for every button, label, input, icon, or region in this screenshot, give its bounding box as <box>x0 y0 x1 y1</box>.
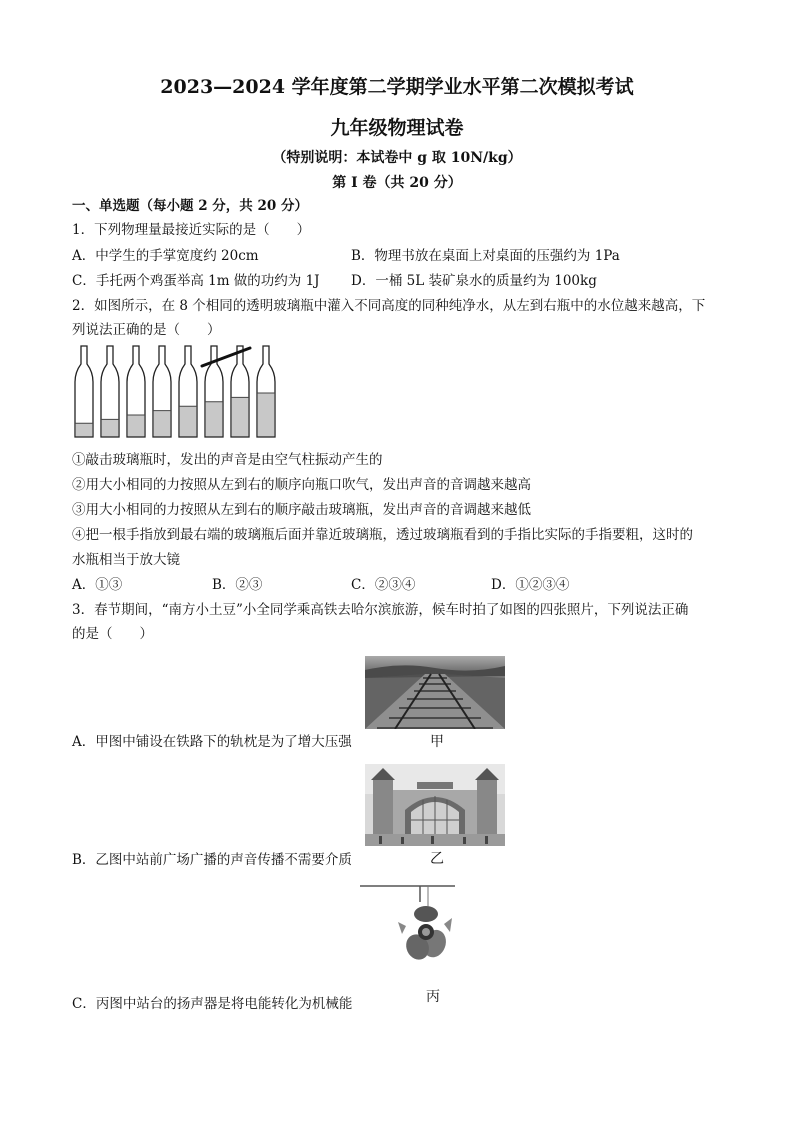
bottle-water <box>154 411 170 437</box>
station-building-photo <box>365 764 505 846</box>
q2-stem-line2: 列说法正确的是（ ） <box>72 322 221 338</box>
photo-caption-bing: 丙 <box>426 989 440 1005</box>
glass-bottle <box>179 346 197 437</box>
special-note: （特别说明：本试卷中 g 取 10N/kg） <box>272 150 522 166</box>
photo-caption-jia: 甲 <box>430 734 444 750</box>
q1-option-a: A．中学生的手掌宽度约 20cm <box>72 248 259 264</box>
q2-stem-line1: 2．如图所示，在 8 个相同的透明玻璃瓶中灌入不同高度的同种纯净水，从左到右瓶中的水位越来越高，下 <box>72 298 706 314</box>
bottle-water <box>102 419 118 437</box>
q2-statement-1: ①敲击玻璃瓶时，发出的声音是由空气柱振动产生的 <box>72 452 383 468</box>
glass-bottle <box>75 346 93 437</box>
bottle-water <box>258 393 274 437</box>
exam-title: 2023—2024 学年度第二学期学业水平第二次模拟考试 <box>160 76 634 98</box>
q3-option-a: A．甲图中铺设在铁路下的轨枕是为了增大压强 <box>72 734 352 750</box>
q1-option-d: D．一桶 5L 装矿泉水的质量约为 100kg <box>351 273 597 289</box>
q3-stem-line1: 3．春节期间，“南方小土豆”小全同学乘高铁去哈尔滨旅游，候车时拍了如图的四张照片，下列说法正确 <box>72 602 689 618</box>
q3-option-c: C．丙图中站台的扬声器是将电能转化为机械能 <box>72 996 353 1012</box>
q2-option-d: D．①②③④ <box>491 577 570 593</box>
loudspeaker-photo <box>360 880 510 990</box>
railway-track-photo <box>365 656 505 729</box>
section-heading: 一、单选题（每小题 2 分，共 20 分） <box>72 198 308 214</box>
q2-statement-4-line1: ④把一根手指放到最右端的玻璃瓶后面并靠近玻璃瓶，透过玻璃瓶看到的手指比实际的手指要粗，这时的 <box>72 527 693 543</box>
q3-option-b: B．乙图中站前广场广播的声音传播不需要介质 <box>72 852 352 868</box>
q2-statement-3: ③用大小相同的力按照从左到右的顺序敲击玻璃瓶，发出声音的音调越来越低 <box>72 502 531 518</box>
q1-option-b: B．物理书放在桌面上对桌面的压强约为 1Pa <box>351 248 620 264</box>
volume-label: 第 I 卷（共 20 分） <box>332 175 462 191</box>
q2-option-b: B．②③ <box>212 577 263 593</box>
glass-bottle <box>257 346 275 437</box>
bottle-water <box>206 402 222 437</box>
q2-statement-4-line2: 水瓶相当于放大镜 <box>72 552 180 568</box>
glass-bottle <box>231 346 249 437</box>
q2-option-a: A．①③ <box>72 577 123 593</box>
glass-bottle <box>153 346 171 437</box>
glass-bottle <box>101 346 119 437</box>
bottle-water <box>232 397 248 437</box>
exam-subtitle: 九年级物理试卷 <box>330 117 464 139</box>
glass-bottles-figure <box>70 342 290 442</box>
q2-option-c: C．②③④ <box>351 577 416 593</box>
q2-statement-2: ②用大小相同的力按照从左到右的顺序向瓶口吹气，发出声音的音调越来越高 <box>72 477 531 493</box>
photo-caption-yi: 乙 <box>430 851 444 867</box>
glass-bottle <box>127 346 145 437</box>
q1-stem: 1．下列物理量最接近实际的是（ ） <box>72 222 311 238</box>
bottle-water <box>76 423 92 437</box>
q3-stem-line2: 的是（ ） <box>72 626 153 642</box>
bottle-water <box>180 406 196 437</box>
q1-option-c: C．手托两个鸡蛋举高 1m 做的功约为 1J <box>72 273 320 289</box>
bottle-water <box>128 415 144 437</box>
